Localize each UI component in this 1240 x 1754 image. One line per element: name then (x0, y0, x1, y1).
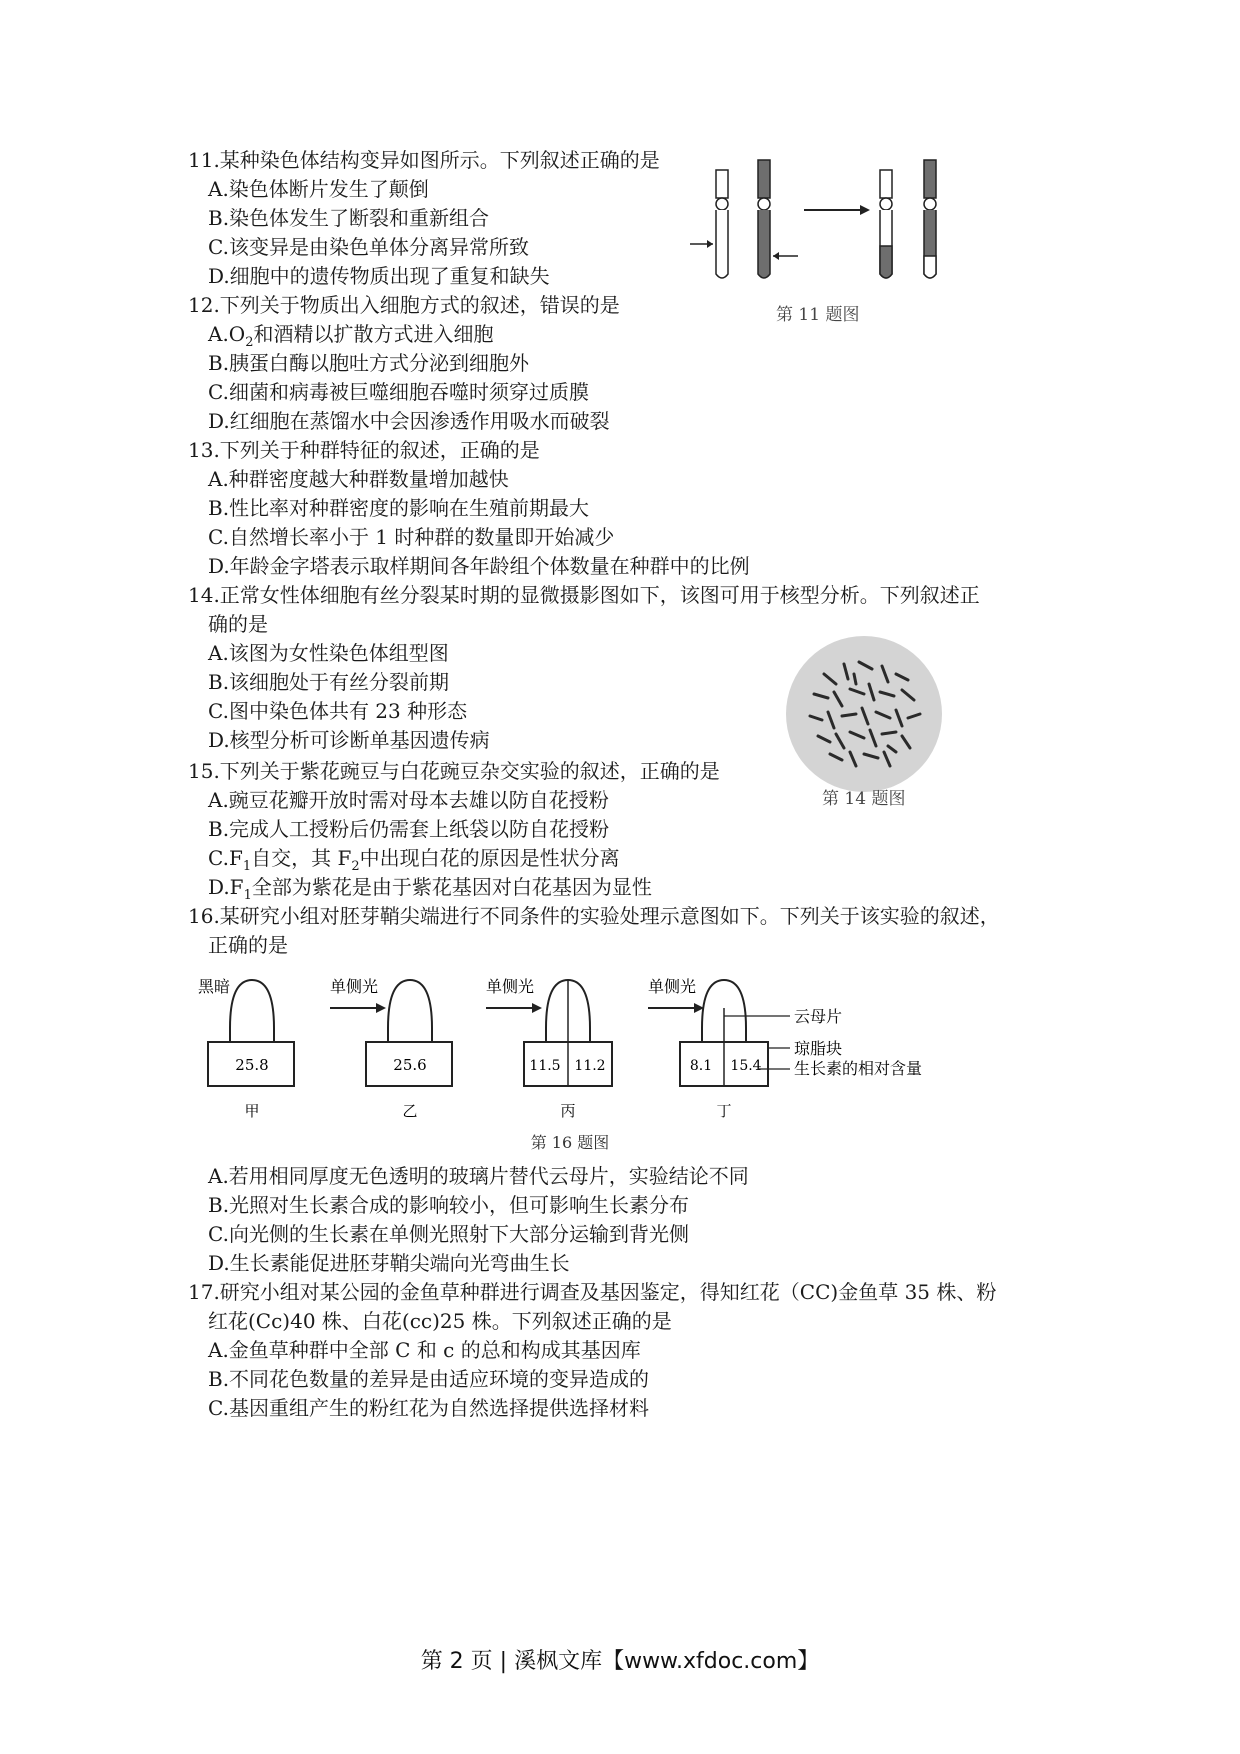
q15-stem: 15.下列关于紫花豌豆与白花豌豆杂交实验的叙述，正确的是 (188, 759, 720, 783)
panel-yi-condition: 单侧光 (330, 977, 379, 996)
q11-option-b: B.染色体发生了断裂和重新组合 (208, 206, 490, 230)
q16-coleoptile-figure (190, 968, 950, 1158)
panel-yi-value: 25.6 (393, 1056, 427, 1074)
panel-bing-label: 丙 (560, 1102, 576, 1120)
q12-stem: 12.下列关于物质出入细胞方式的叙述，错误的是 (188, 293, 620, 317)
q16-stem-line1: 16.某研究小组对胚芽鞘尖端进行不同条件的实验处理示意图如下。下列关于该实验的叙述， (188, 904, 1000, 928)
q16-option-d: D.生长素能促进胚芽鞘尖端向光弯曲生长 (208, 1251, 570, 1275)
q17-stem-line1: 17.研究小组对某公园的金鱼草种群进行调查及基因鉴定，得知红花（CC)金鱼草 35 株、粉 (188, 1280, 997, 1304)
q15-option-a: A.豌豆花瓣开放时需对母本去雄以防自花授粉 (208, 788, 609, 812)
q11-figure-caption: 第 11 题图 (776, 305, 860, 325)
annotation-mica: 云母片 (794, 1007, 843, 1026)
q12-option-c: C.细菌和病毒被巨噬细胞吞噬时须穿过质膜 (208, 380, 589, 404)
q17-option-b: B.不同花色数量的差异是由适应环境的变异造成的 (208, 1367, 650, 1391)
q11-stem: 11.某种染色体结构变异如图所示。下列叙述正确的是 (188, 148, 660, 172)
q13-stem: 13.下列关于种群特征的叙述，正确的是 (188, 438, 540, 462)
annotation-agar-block: 琼脂块 (794, 1039, 843, 1058)
q17-stem-line2: 红花(Cc)40 株、白花(cc)25 株。下列叙述正确的是 (208, 1309, 672, 1333)
q16-stem-line2: 正确的是 (208, 933, 288, 957)
panel-ding-label: 丁 (716, 1102, 732, 1120)
panel-bing-value-right: 11.2 (574, 1058, 606, 1074)
q13-option-a: A.种群密度越大种群数量增加越快 (208, 467, 509, 491)
q13-option-c: C.自然增长率小于 1 时种群的数量即开始减少 (208, 525, 615, 549)
q15-option-c: $C.F_1$自交，其 $F_2$中出现白花的原因是性状分离 (208, 846, 620, 874)
q14-option-b: B.该细胞处于有丝分裂前期 (208, 670, 450, 694)
q13-option-b: B.性比率对种群密度的影响在生殖前期最大 (208, 496, 590, 520)
q11-option-c: C.该变异是由染色单体分离异常所致 (208, 235, 529, 259)
q14-option-a: A.该图为女性染色体组型图 (208, 641, 449, 665)
panel-jia-label: 甲 (244, 1102, 260, 1120)
q16-option-a: A.若用相同厚度无色透明的玻璃片替代云母片，实验结论不同 (208, 1164, 749, 1188)
q13-option-d: D.年龄金字塔表示取样期间各年龄组个体数量在种群中的比例 (208, 554, 750, 578)
q15-option-d: $D.F_1$全部为紫花是由于紫花基因对白花基因为显性 (208, 875, 652, 903)
q14-stem-line2: 确的是 (208, 612, 268, 636)
q12-option-a: $A.O_2$和酒精以扩散方式进入细胞 (208, 322, 494, 350)
q14-stem-line1: 14.正常女性体细胞有丝分裂某时期的显微摄影图如下，该图可用于核型分析。下列叙述正 (188, 583, 980, 607)
q14-figure-caption: 第 14 题图 (822, 789, 906, 809)
q17-option-c: C.基因重组产生的粉红花为自然选择提供选择材料 (208, 1396, 649, 1420)
page-footer: 第 2 页 | 溪枫文库【www.xfdoc.com】 (420, 1649, 820, 1674)
q16-figure-caption: 第 16 题图 (530, 1133, 610, 1152)
panel-ding-value-right: 15.4 (730, 1058, 762, 1074)
q11-option-a: A.染色体断片发生了颠倒 (208, 177, 429, 201)
panel-jia-value: 25.8 (235, 1056, 269, 1074)
panel-ding-condition: 单侧光 (648, 977, 697, 996)
q14-option-d: D.核型分析可诊断单基因遗传病 (208, 728, 490, 752)
panel-jia-condition: 黑暗 (198, 977, 231, 996)
q14-option-c: C.图中染色体共有 23 种形态 (208, 699, 468, 723)
q12-option-d: D.红细胞在蒸馏水中会因渗透作用吸水而破裂 (208, 409, 610, 433)
panel-bing-condition: 单侧光 (486, 977, 535, 996)
q16-option-b: B.光照对生长素合成的影响较小，但可影响生长素分布 (208, 1193, 690, 1217)
q12-option-b: B.胰蛋白酶以胞吐方式分泌到细胞外 (208, 351, 530, 375)
q16-option-c: C.向光侧的生长素在单侧光照射下大部分运输到背光侧 (208, 1222, 689, 1246)
annotation-auxin-content: 生长素的相对含量 (794, 1059, 923, 1078)
panel-bing-value-left: 11.5 (529, 1058, 561, 1074)
q11-option-d: D.细胞中的遗传物质出现了重复和缺失 (208, 264, 550, 288)
q17-option-a: A.金鱼草种群中全部 C 和 c 的总和构成其基因库 (208, 1338, 641, 1362)
panel-yi-label: 乙 (402, 1102, 418, 1120)
q15-option-b: B.完成人工授粉后仍需套上纸袋以防自花授粉 (208, 817, 610, 841)
q14-micrograph-figure (784, 634, 944, 794)
q11-chromosome-figure (680, 150, 980, 310)
panel-ding-value-left: 8.1 (689, 1058, 713, 1074)
